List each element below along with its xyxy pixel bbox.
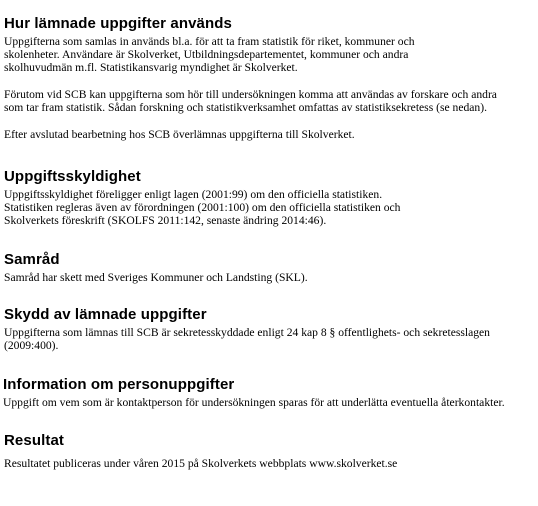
text-line: Uppgiftsskyldighet föreligger enligt lagen (2001:99) om den officiella statistiken.: [4, 188, 383, 201]
paragraph: [4, 35, 534, 74]
paragraph: [4, 188, 534, 227]
text-line: Skolverkets föreskrift (SKOLFS 2011:142, senaste ändring 2014:46).: [4, 214, 327, 227]
paragraph: [3, 396, 533, 409]
paragraph: [4, 326, 534, 352]
section-body: [4, 188, 534, 227]
paragraph: [4, 271, 534, 284]
section-heading: Resultat: [4, 432, 64, 449]
text-line: skolhuvudmän m.fl. Statistikansvarig myndighet är Skolverket.: [4, 61, 298, 74]
text-line: Resultatet publiceras under våren 2015 på Skolverkets webbplats www.skolverket.se: [4, 457, 398, 470]
paragraph: [4, 88, 534, 114]
section-obligation: [4, 168, 534, 227]
section-heading: Skydd av lämnade uppgifter: [4, 306, 207, 323]
section-body: [4, 271, 534, 284]
section-protection: [4, 306, 534, 352]
text-line: Uppgifterna som lämnas till SCB är sekretesskyddade enligt 24 kap 8 § offentlighets- och sekretesslagen: [4, 326, 490, 339]
section-consultation: [4, 251, 534, 284]
section-body: [3, 396, 533, 409]
text-line: Efter avslutad bearbetning hos SCB överlämnas uppgifterna till Skolverket.: [4, 128, 355, 141]
section-heading: Information om personuppgifter: [3, 376, 235, 393]
text-line: Samråd har skett med Sveriges Kommuner och Landsting (SKL).: [4, 271, 308, 284]
text-line: som tar fram statistik. Sådan forskning och statistikverksamhet omfattas av statistiksekretess (se nedan).: [4, 101, 487, 114]
section-heading: Hur lämnade uppgifter används: [4, 15, 232, 32]
text-line: Statistiken regleras även av förordningen (2001:100) om den officiella statistiken och: [4, 201, 401, 214]
section-body: [4, 457, 534, 470]
paragraph: [4, 457, 534, 470]
section-usage: [4, 15, 534, 141]
section-heading: Uppgiftsskyldighet: [4, 168, 141, 185]
section-body: [4, 35, 534, 141]
section-results: [4, 432, 534, 470]
text-line: Uppgift om vem som är kontaktperson för undersökningen sparas för att underlätta eventuella återkontakter.: [3, 396, 505, 409]
text-line: skolenheter. Användare är Skolverket, Utbildningsdepartementet, kommuner och andra: [4, 48, 409, 61]
section-body: [4, 326, 534, 352]
section-heading: Samråd: [4, 251, 60, 268]
text-line: Uppgifterna som samlas in används bl.a. för att ta fram statistik för riket, kommuner och: [4, 35, 415, 48]
section-personal-data: [3, 376, 533, 409]
paragraph: [4, 128, 534, 141]
text-line: Förutom vid SCB kan uppgifterna som hör till undersökningen komma att användas av forskare och andra: [4, 88, 497, 101]
text-line: (2009:400).: [4, 339, 59, 352]
